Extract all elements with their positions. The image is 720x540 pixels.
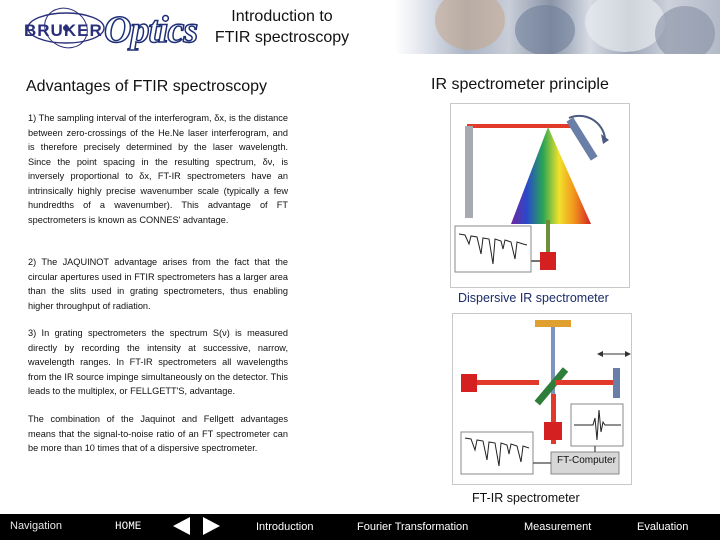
bruker-optics-logo xyxy=(18,6,198,52)
ft-computer-label: FT-Computer xyxy=(557,455,616,466)
paragraph-fellgett-advantage: 3) In grating spectrometers the spectrum S(ν) is measured directly by recording the intensity at successive, narrow, wavelength ranges. In FT-IR spectrometers all wavelengths from the IR source impinge simultaneously on the detector. This leads to the multiplex, or FELLGETT'S, advantage. xyxy=(28,328,288,396)
nav-measurement-link[interactable]: Measurement xyxy=(524,521,592,533)
principle-heading: IR spectrometer principle xyxy=(431,76,609,93)
nav-evaluation-link[interactable]: Evaluation xyxy=(637,521,689,533)
nav-fourier-transformation-link[interactable]: Fourier Transformation xyxy=(357,521,469,533)
nav-introduction-link[interactable]: Introduction xyxy=(256,521,314,533)
paragraph-jaquinot-advantage: 2) The JAQUINOT advantage arises from the fact that the circular apertures used in FTIR spectrometers has a larger area than the slits used in grating spectrometers, thus enabling higher throughput of radiation. xyxy=(28,257,288,311)
ftir-spectrometer-diagram xyxy=(452,313,632,485)
navigation-bar xyxy=(0,514,720,540)
paragraph-combination: The combination of the Jaquinot and Fellgett advantages means that the signal-to-noise ratio of an FT spectrometer can be more than 10 times that of a dispersive spectrometer. xyxy=(28,414,288,453)
nav-home-link[interactable]: HOME xyxy=(115,521,142,533)
nav-previous-arrow-icon[interactable] xyxy=(173,517,190,535)
logo-optics-text: Optics xyxy=(104,9,198,51)
dispersive-spectrometer-diagram xyxy=(450,103,630,288)
page-title xyxy=(200,6,364,48)
page-title-line2: FTIR spectroscopy xyxy=(214,29,350,46)
header-lab-photo xyxy=(395,0,720,54)
navigation-label: Navigation xyxy=(10,520,62,532)
advantages-heading: Advantages of FTIR spectroscopy xyxy=(26,78,267,95)
caption-dispersive-spectrometer: Dispersive IR spectrometer xyxy=(458,291,609,305)
paragraph-connes-advantage: 1) The sampling interval of the interferogram, δx, is the distance between zero-crossings of the He.Ne laser interferogram, and is therefore precisely determined by the laser wavelength. Since the point spacing in the resulting spectrum, δν, is inversely proportional to δx, FT-IR spectrometers have an intrinsically highly precise wavenumber scale (typically a few hundredths of a wavenumber). This advantage of FT spectrometers is known as CONNES' advantage. xyxy=(28,113,288,225)
header xyxy=(0,0,720,58)
page-title-line1: Introduction to xyxy=(231,8,333,25)
logo-bruker-text: BRUKER xyxy=(24,21,103,40)
nav-next-arrow-icon[interactable] xyxy=(203,517,220,535)
dispersive-diagram-graphic xyxy=(451,104,631,289)
caption-ftir-spectrometer: FT-IR spectrometer xyxy=(472,491,580,505)
